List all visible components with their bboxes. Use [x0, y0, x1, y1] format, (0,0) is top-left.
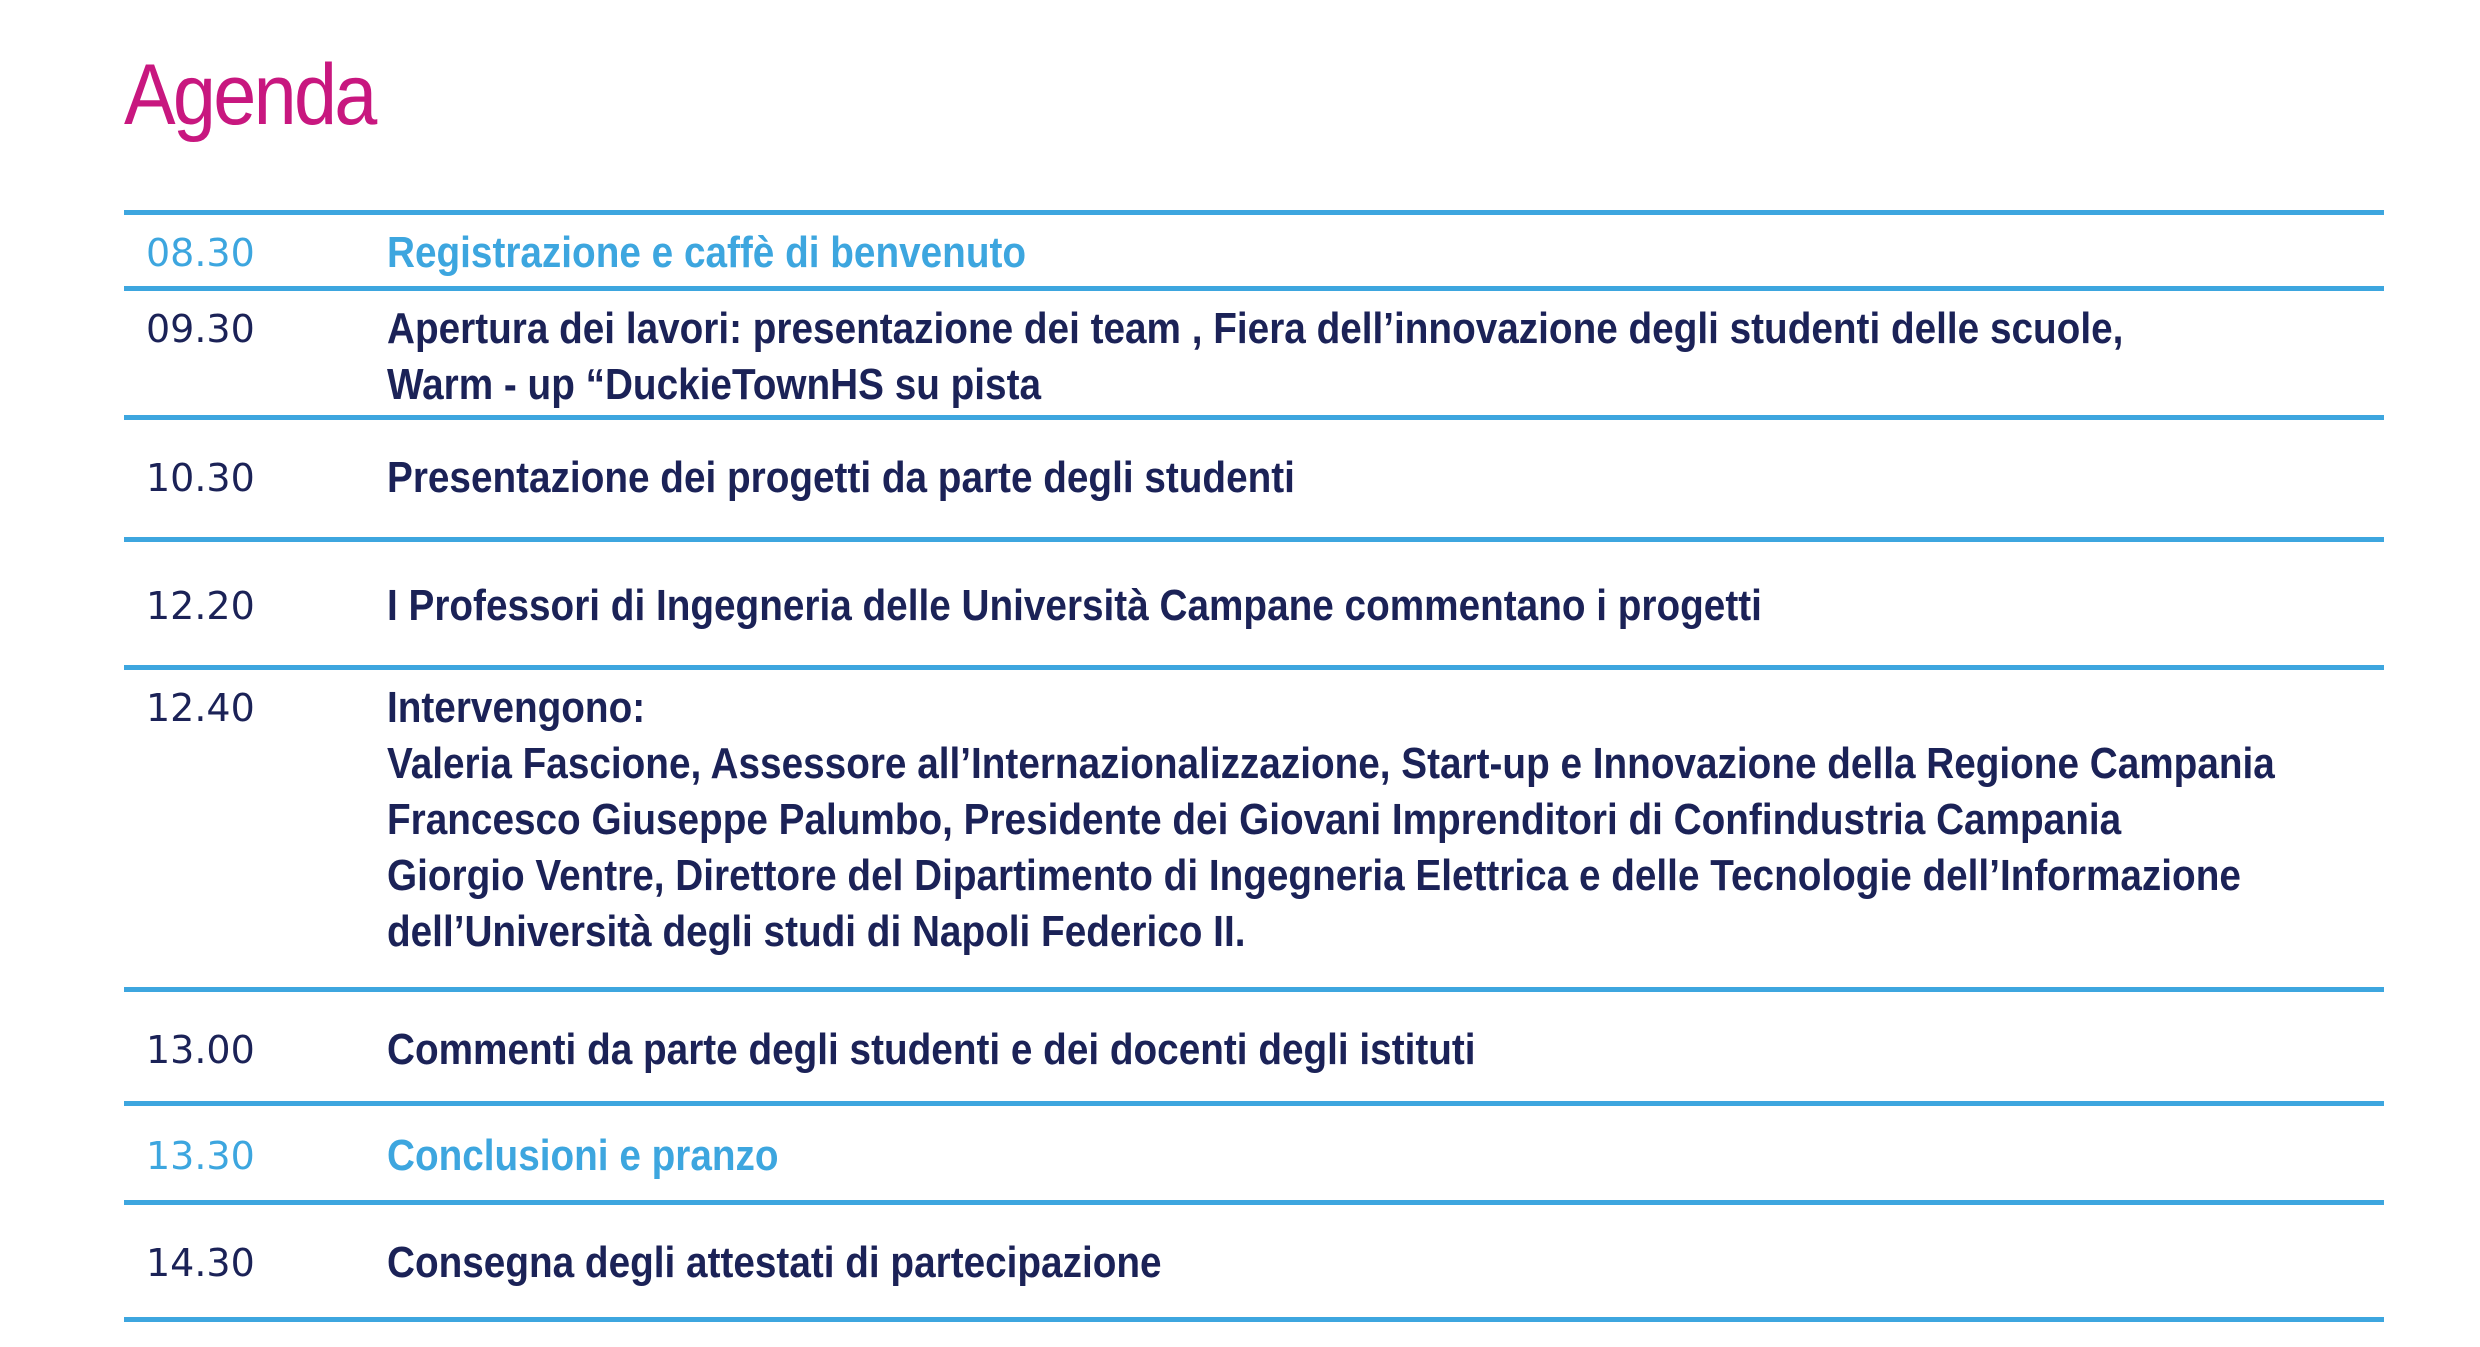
agenda-line: Francesco Giuseppe Palumbo, Presidente dei Giovani Imprenditori di Confindustria Campania [387, 795, 2122, 844]
agenda-line: Conclusioni e pranzo [387, 1131, 779, 1180]
agenda-line: dell’Università degli studi di Napoli Federico II. [387, 907, 1246, 956]
agenda-description [387, 1128, 2138, 1184]
agenda-description [387, 1235, 2138, 1291]
agenda-line: Presentazione dei progetti da parte degli studenti [387, 453, 1295, 502]
agenda-row [124, 992, 2384, 1106]
agenda-time: 09.30 [146, 307, 255, 351]
agenda-time: 12.40 [146, 686, 255, 730]
agenda-time: 13.30 [146, 1134, 255, 1178]
agenda-line: Intervengono: [387, 683, 646, 732]
agenda-description [387, 301, 2138, 413]
agenda-line: Registrazione e caffè di benvenuto [387, 228, 1027, 277]
page-title: Agenda [124, 47, 375, 143]
agenda-line: Valeria Fascione, Assessore all’Internazionalizzazione, Start-up e Innovazione della Regione Campania [387, 739, 2275, 788]
agenda-time: 10.30 [146, 456, 255, 500]
agenda-description [387, 1022, 2138, 1078]
agenda-line: Apertura dei lavori: presentazione dei team , Fiera dell’innovazione degli studenti delle scuole, [387, 304, 2124, 353]
agenda-time: 13.00 [146, 1028, 255, 1072]
agenda-line: Consegna degli attestati di partecipazione [387, 1238, 1162, 1287]
agenda-row [124, 542, 2384, 670]
agenda-line: I Professori di Ingegneria delle Università Campane commentano i progetti [387, 581, 1762, 630]
agenda-time: 14.30 [146, 1241, 255, 1285]
agenda-description [387, 450, 2138, 506]
agenda-time: 12.20 [146, 584, 255, 628]
agenda-line: Warm - up “DuckieTownHS su pista [387, 360, 1042, 409]
agenda-line: Commenti da parte degli studenti e dei docenti degli istituti [387, 1025, 1476, 1074]
agenda-row [124, 670, 2384, 992]
agenda-description [387, 680, 2275, 960]
agenda-time: 08.30 [146, 231, 255, 275]
agenda-description [387, 225, 2138, 281]
agenda-row [124, 1106, 2384, 1205]
agenda-row [124, 291, 2384, 420]
agenda-table [124, 210, 2384, 1322]
agenda-row [124, 420, 2384, 542]
agenda-description [387, 578, 2138, 634]
agenda-row [124, 1205, 2384, 1322]
agenda-line: Giorgio Ventre, Direttore del Dipartimento di Ingegneria Elettrica e delle Tecnologie dell’Informazione [387, 851, 2241, 900]
agenda-row [124, 215, 2384, 291]
